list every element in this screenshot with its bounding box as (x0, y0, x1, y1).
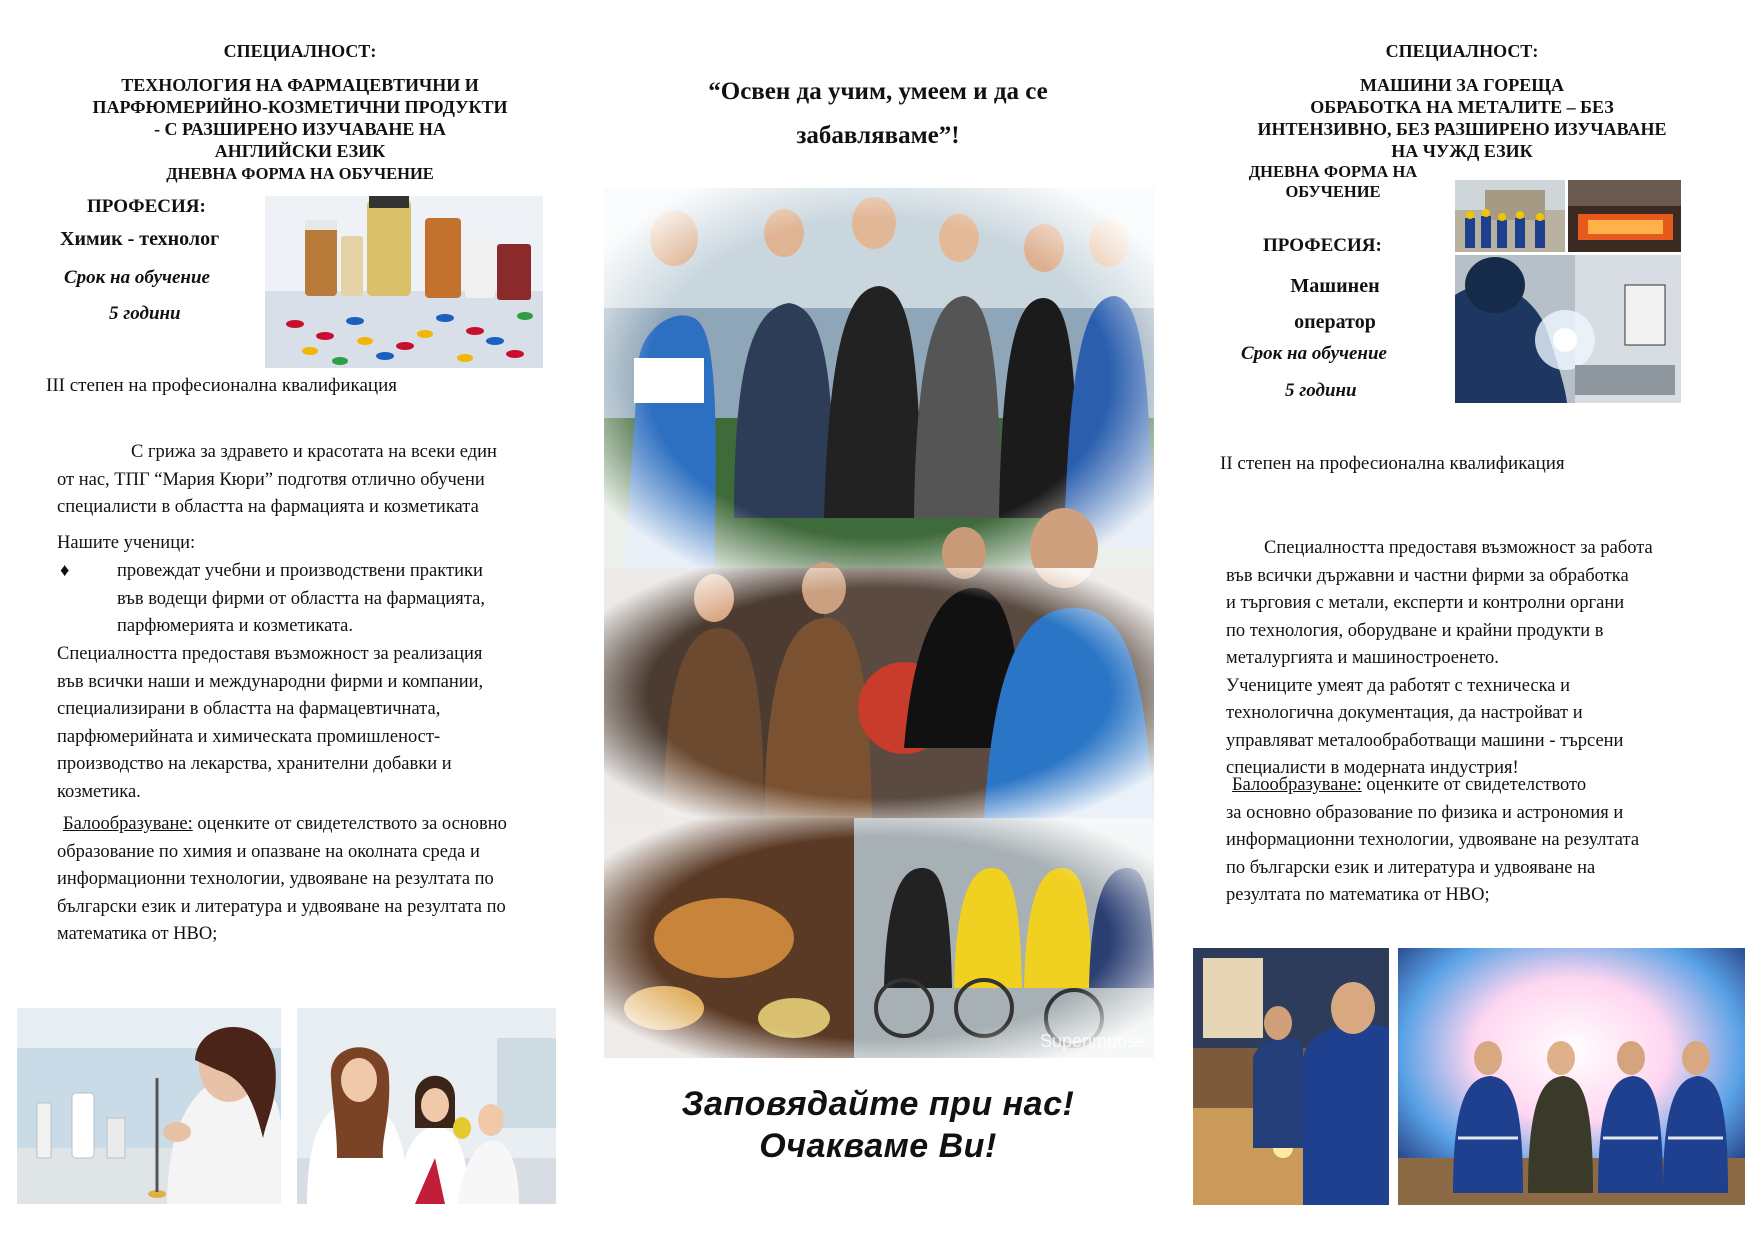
left-score: Балообразуване: оценките от свидетелството за основно образование по химия и опазване на околната среда и информационни технологии, удвояване на резултата по български език и литература и удвояване на резултата по математика от НВО; (57, 814, 507, 944)
welding-illustration (1455, 255, 1681, 403)
left-qualification: III степен на професионална квалификация (46, 375, 397, 396)
right-study-form: ДНЕВНА ФОРМА НА ОБУЧЕНИЕ (1248, 162, 1418, 201)
welding-photo (1455, 255, 1681, 403)
right-qualification: II степен на професионална квалификация (1220, 453, 1565, 474)
lab-student-illustration (17, 1008, 281, 1204)
right-profession: Машинен оператор (1290, 275, 1380, 333)
left-realization: Специалността предоставя възможност за реализация във всички наши и международни фирми и компании, специализирани в областта на фармацевтичната, парфюмерийната и химическата промишленост- производство на лекарства, хранителни добавки и козметика. (57, 644, 484, 802)
lab-student-photo (17, 1008, 281, 1204)
center-slogan: Заповядайте при нас! Очакваме Ви! (681, 1085, 1075, 1165)
left-duration-label: Срок на обучение (64, 267, 210, 288)
workers-illustration (1455, 180, 1565, 252)
lab-girls-illustration (297, 1008, 556, 1204)
right-duration-label: Срок на обучение (1241, 343, 1387, 364)
right-duration: 5 години (1285, 380, 1357, 401)
workers-photo (1455, 180, 1565, 252)
lab-girls-photo (297, 1008, 556, 1204)
lab-workers-photo (1193, 948, 1389, 1205)
right-spec-title: МАШИНИ ЗА ГОРЕЩА ОБРАБОТКА НА МЕТАЛИТЕ – БЕЗ ИНТЕНЗИВНО, БЕЗ РАЗШИРЕНО ИЗУЧАВАНЕ НА ЧУЖД ЕЗИК (1257, 75, 1667, 161)
medicines-illustration (265, 196, 543, 368)
left-study-form: ДНЕВНА ФОРМА НА ОБУЧЕНИЕ (166, 164, 434, 183)
hot-metal-photo (1568, 180, 1681, 252)
left-spec-label: СПЕЦИАЛНОСТ: (223, 41, 377, 61)
left-profession-label: ПРОФЕСИЯ: (87, 196, 206, 217)
workwear-team-illustration (1398, 948, 1745, 1205)
left-spec-title: ТЕХНОЛОГИЯ НА ФАРМАЦЕВТИЧНИ И ПАРФЮМЕРИЙНО-КОЗМЕТИЧНИ ПРОДУКТИ - С РАЗШИРЕНО ИЗУЧАВАНЕ НА АНГЛИЙСКИ ЕЗИК (92, 75, 508, 161)
right-score-label: Балообразуване: (1232, 775, 1362, 795)
collage-illustration (604, 188, 1154, 1058)
right-score: Балообразуване: оценките от свидетелството за основно образование по физика и астрономия и информационни технологии, удвояване на резултата по български език и литература и удвояване на резултата по математика от НВО; (1226, 775, 1640, 905)
right-body: Специалността предоставя възможност за работа във всички държавни и частни фирми за обработка и търговия с метали, експерти и контролни органи по технология, оборудване и крайни продукти в металургията и машиностроенето. Учениците умеят да работят с техническа и технологична документация, да настройват и управляват металообработващи машини - търсени специалисти в модерната индустрия! (1226, 538, 1653, 778)
left-score-label: Балообразуване: (63, 814, 193, 834)
right-spec-label: СПЕЦИАЛНОСТ: (1385, 41, 1539, 61)
bullet-diamond-icon: ♦ (60, 561, 70, 581)
left-duration: 5 години (109, 303, 181, 324)
right-profession-label: ПРОФЕСИЯ: (1263, 235, 1382, 256)
center-quote: “Освен да учим, умеем и да се забавляваме”! (708, 78, 1048, 149)
lab-workers-illustration (1193, 948, 1389, 1205)
left-students-label: Нашите ученици: (57, 533, 196, 553)
workwear-team-photo (1398, 948, 1745, 1205)
left-bullet-text: провеждат учебни и производствени практики във водещи фирми от областта на фармацията, парфюмерията и козметиката. (117, 561, 485, 636)
left-intro: С грижа за здравето и красотата на всеки един от нас, ТПГ “Мария Кюри” подготвя отлично обучени специалисти в областта на фармацията и козметиката (57, 442, 497, 517)
left-profession: Химик - технолог (60, 228, 220, 250)
collage-watermark: Superimpose (1039, 1031, 1146, 1051)
hot-metal-illustration (1568, 180, 1681, 252)
collage-photo (604, 188, 1154, 1058)
medicines-photo (265, 196, 543, 368)
